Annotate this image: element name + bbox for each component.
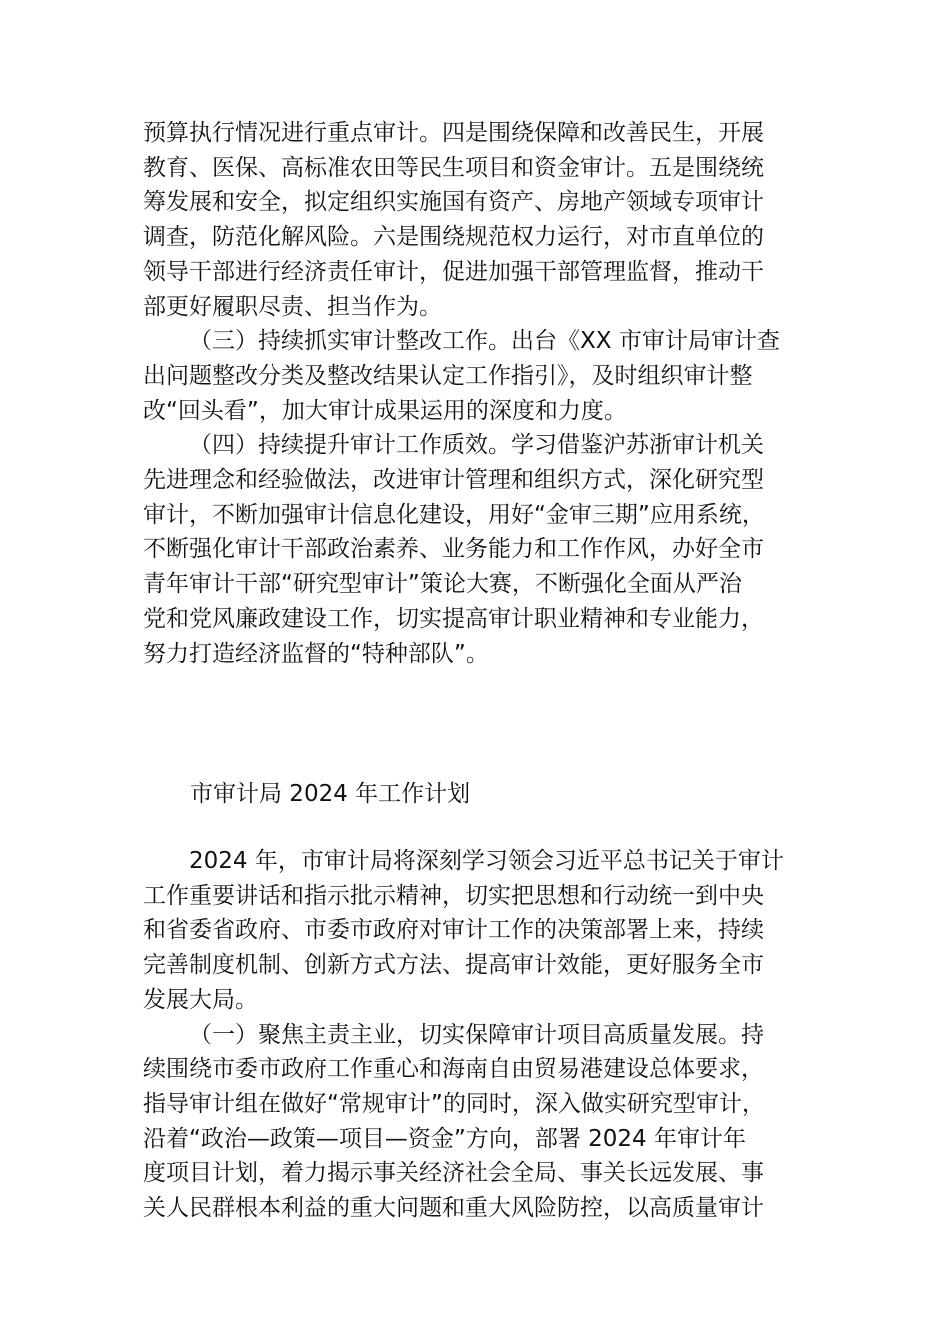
paragraph-budget-audit — [143, 116, 813, 324]
text-line: 调查，防范化解风险。六是围绕规范权力运行，对市直单位的 — [143, 224, 764, 251]
text-line: 沿着“政治—政策—项目—资金”方向，部署 2024 年审计年 — [143, 1125, 746, 1152]
paragraph-intro — [143, 844, 813, 1018]
text-line: 先进理念和经验做法，改进审计管理和组织方式，深化研究型 — [143, 467, 764, 494]
text-line: 改“回头看”，加大审计成果运用的深度和力度。 — [143, 397, 627, 424]
text-line: 续围绕市委市政府工作重心和海南自由贸易港建设总体要求， — [143, 1056, 764, 1083]
text-line: 2024 年，市审计局将深刻学习领会习近平总书记关于审计 — [189, 848, 784, 874]
text-line: 努力打造经济监督的“特种部队”。 — [143, 640, 489, 667]
text-line: 度项目计划，着力揭示事关经济社会全局、事关长远发展、事 — [143, 1160, 764, 1187]
text-line: 出问题整改分类及整改结果认定工作指引》，及时组织审计整 — [143, 362, 753, 389]
text-line: （三）持续抓实审计整改工作。出台《XX 市审计局审计查 — [189, 328, 780, 355]
text-line: 部更好履职尽责、担当作为。 — [143, 293, 442, 320]
text-line: 预算执行情况进行重点审计。四是围绕保障和改善民生，开展 — [143, 120, 764, 146]
bottom-text-section — [143, 844, 813, 1226]
text-line: 工作重要讲话和指示批示精神，切实把思想和行动统一到中央 — [143, 882, 764, 909]
paragraph-main-duty — [143, 1018, 813, 1226]
text-line: （一）聚焦主责主业，切实保障审计项目高质量发展。持 — [189, 1021, 764, 1048]
text-line: 关人民群根本利益的重大问题和重大风险防控，以高质量审计 — [143, 1195, 764, 1222]
text-line: 指导审计组在做好“常规审计”的同时，深入做实研究型审计， — [143, 1090, 765, 1117]
text-line: （四）持续提升审计工作质效。学习借鉴沪苏浙审计机关 — [189, 432, 764, 459]
text-line: 教育、医保、高标准农田等民生项目和资金审计。五是围绕统 — [143, 154, 764, 181]
text-line: 青年审计干部“研究型审计”策论大赛，不断强化全面从严治 — [143, 571, 742, 598]
text-line: 党和党风廉政建设工作，切实提高审计职业精神和专业能力， — [143, 605, 764, 632]
text-line: 审计，不断加强审计信息化建设，用好“金审三期”应用系统， — [143, 501, 765, 528]
top-text-section — [143, 116, 813, 671]
text-line: 领导干部进行经济责任审计，促进加强干部管理监督，推动干 — [143, 258, 764, 285]
text-line: 发展大局。 — [143, 986, 258, 1013]
text-line: 不断强化审计干部政治素养、业务能力和工作作风，办好全市 — [143, 536, 764, 563]
paragraph-rectification — [143, 324, 813, 428]
document-title: 市审计局 2024 年工作计划 — [190, 781, 471, 807]
text-line: 和省委省政府、市委市政府对审计工作的决策部署上来，持续 — [143, 917, 764, 944]
paragraph-quality — [143, 428, 813, 671]
text-line: 筹发展和安全，拟定组织实施国有资产、房地产领域专项审计 — [143, 189, 764, 216]
text-line: 完善制度机制、创新方式方法、提高审计效能，更好服务全市 — [143, 952, 764, 979]
